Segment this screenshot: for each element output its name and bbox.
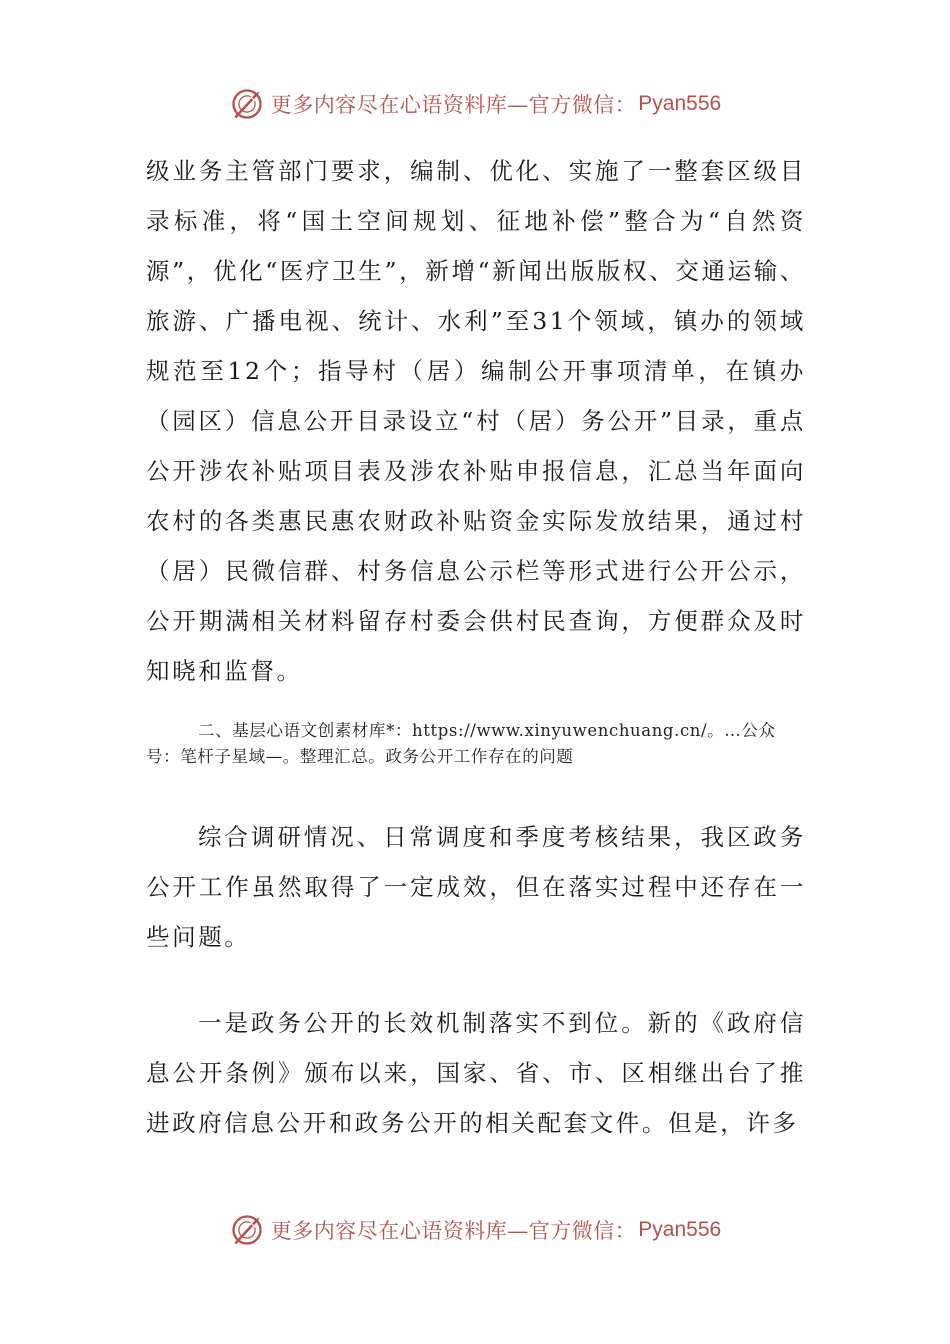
- document-body: [146, 146, 806, 1148]
- banner-text: 更多内容尽在心语资料库—官方微信：: [270, 1219, 637, 1243]
- quill-seal-logo-icon: [229, 86, 265, 122]
- section-heading: 二、基层心语文创素材库*：https://www.xinyuwenchuang.cn/。…公众号：笔杆子星域—。整理汇总。政务公开工作存在的问题: [146, 721, 776, 766]
- banner-wechat-id: Pyan556: [638, 1218, 722, 1241]
- body-paragraph-3: 一是政务公开的长效机制落实不到位。新的《政府信息公开条例》颁布以来，国家、省、市、区相继出台了推进政府信息公开和政务公开的相关配套文件。但是，许多: [146, 1009, 806, 1137]
- body-paragraph-2: 综合调研情况、日常调度和季度考核结果，我区政务公开工作虽然取得了一定成效，但在落实过程中还存在一些问题。: [146, 823, 806, 951]
- banner-wechat-id: Pyan556: [638, 92, 722, 115]
- footer-banner: [0, 1208, 950, 1252]
- banner-text: 更多内容尽在心语资料库—官方微信：: [270, 93, 637, 117]
- body-paragraph-1: 级业务主管部门要求，编制、优化、实施了一整套区级目录标准，将“国土空间规划、征地补偿”整合为“自然资源”，优化“医疗卫生”，新增“新闻出版版权、交通运输、旅游、广播电视、统计、水利”至31个领域，镇办的领域规范至12个；指导村（居）编制公开事项清单，在镇办（园区）信息公开目录设立“村（居）务公开”目录，重点公开涉农补贴项目表及涉农补贴申报信息，汇总当年面向农村的各类惠民惠农财政补贴资金实际发放结果，通过村（居）民微信群、村务信息公示栏等形式进行公开公示，公开期满相关材料留存村委会供村民查询，方便群众及时知晓和监督。: [146, 157, 806, 685]
- header-banner: [0, 82, 950, 126]
- quill-seal-logo-icon: [229, 1212, 265, 1248]
